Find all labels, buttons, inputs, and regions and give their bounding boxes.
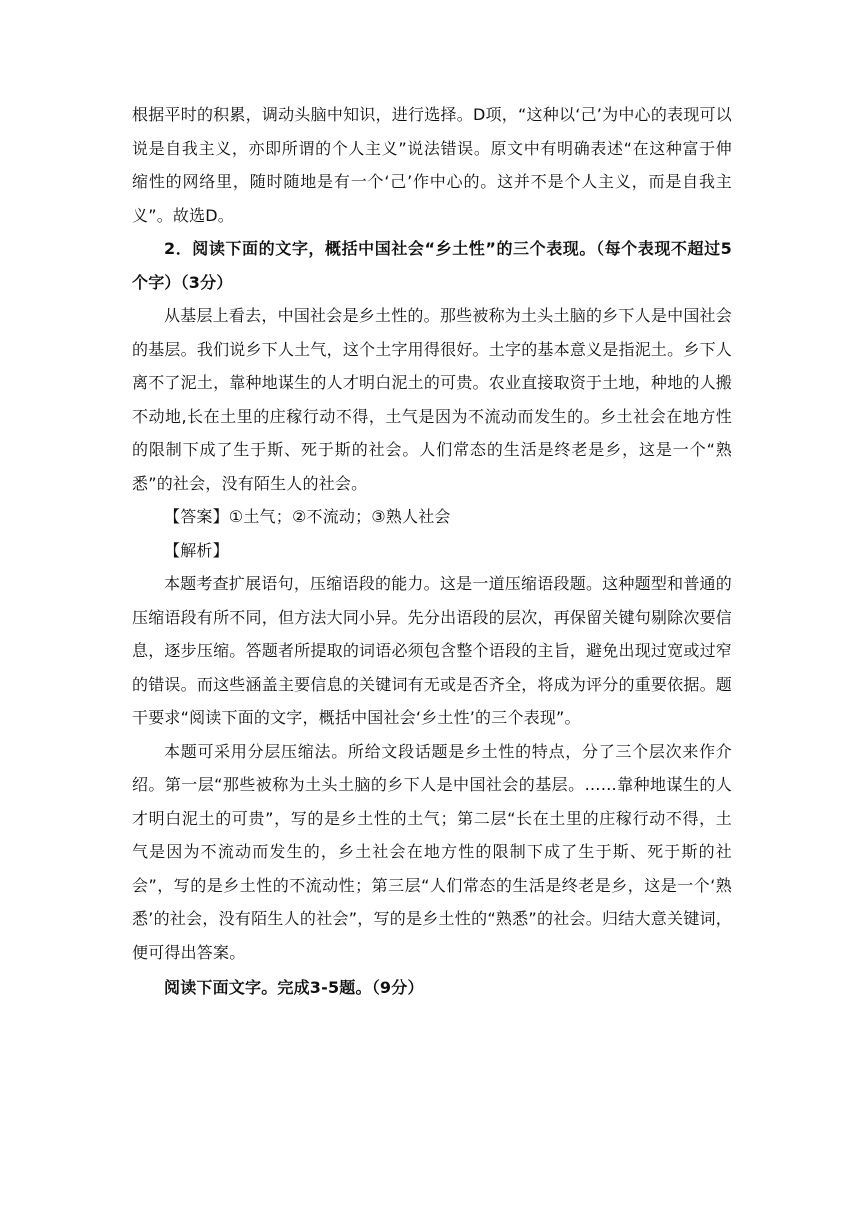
analysis-label: 【解析】 — [164, 540, 229, 560]
document-body — [132, 98, 732, 1005]
analysis-paragraph-1: 本题考查扩展语句，压缩语段的能力。这是一道压缩语段题。这种题型和普通的压缩语段有所不同，但方法大同小异。先分出语段的层次，再保留关键句剔除次要信息，逐步压缩。答题者所提取的词语必须包含整个语段的主旨，避免出现过宽或过窄的错误。而这些涵盖主要信息的关键词有无或是否齐全，将成为评分的重要依据。题干要求“阅读下面的文字，概括中国社会‘乡土性’的三个表现”。 — [132, 574, 732, 727]
next-section-heading: 阅读下面文字。完成3-5题。（9分） — [164, 978, 424, 997]
reading-passage: 从基层上看去，中国社会是乡土性的。那些被称为土头土脑的乡下人是中国社会的基层。我们说乡下人土气，这个土字用得很好。土字的基本意义是指泥土。乡下人离不了泥土，靠种地谋生的人才明白泥土的可贵。农业直接取资于土地，种地的人搬不动地,长在土里的庄稼行动不得，土气是因为不流动而发生的。乡土社会在地方性的限制下成了生于斯、死于斯的社会。人们常态的生活是终老是乡，这是一个“熟悉”的社会，没有陌生人的社会。 — [132, 306, 732, 493]
question-2: 2．阅读下面的文字，概括中国社会“乡土性”的三个表现。（每个表现不超过5个字）（3分） — [132, 239, 732, 292]
analysis-paragraph-2: 本题可采用分层压缩法。所给文段话题是乡土性的特点，分了三个层次来作介绍。第一层“那些被称为土头土脑的乡下人是中国社会的基层。……靠种地谋生的人才明白泥土的可贵”，写的是乡土性的土气；第二层“长在土里的庄稼行动不得，土气是因为不流动而发生的，乡土社会在地方性的限制下成了生于斯、死于斯的社会”，写的是乡土性的不流动性；第三层“人们常态的生活是终老是乡，这是一个‘熟悉’的社会，没有陌生人的社会”，写的是乡土性的“熟悉”的社会。归结大意关键词，便可得出答案。 — [132, 741, 732, 962]
paragraph-previous-explanation: 根据平时的积累，调动头脑中知识，进行选择。D项，“这种以‘己’为中心的表现可以说是自我主义，亦即所谓的个人主义”说法错误。原文中有明确表述“在这种富于伸缩性的网络里，随时随地是有一个‘己’作中心的。这并不是个人主义，而是自我主义”。故选D。 — [132, 105, 732, 225]
answer-text: 【答案】①土气；②不流动；③熟人社会 — [164, 507, 451, 526]
